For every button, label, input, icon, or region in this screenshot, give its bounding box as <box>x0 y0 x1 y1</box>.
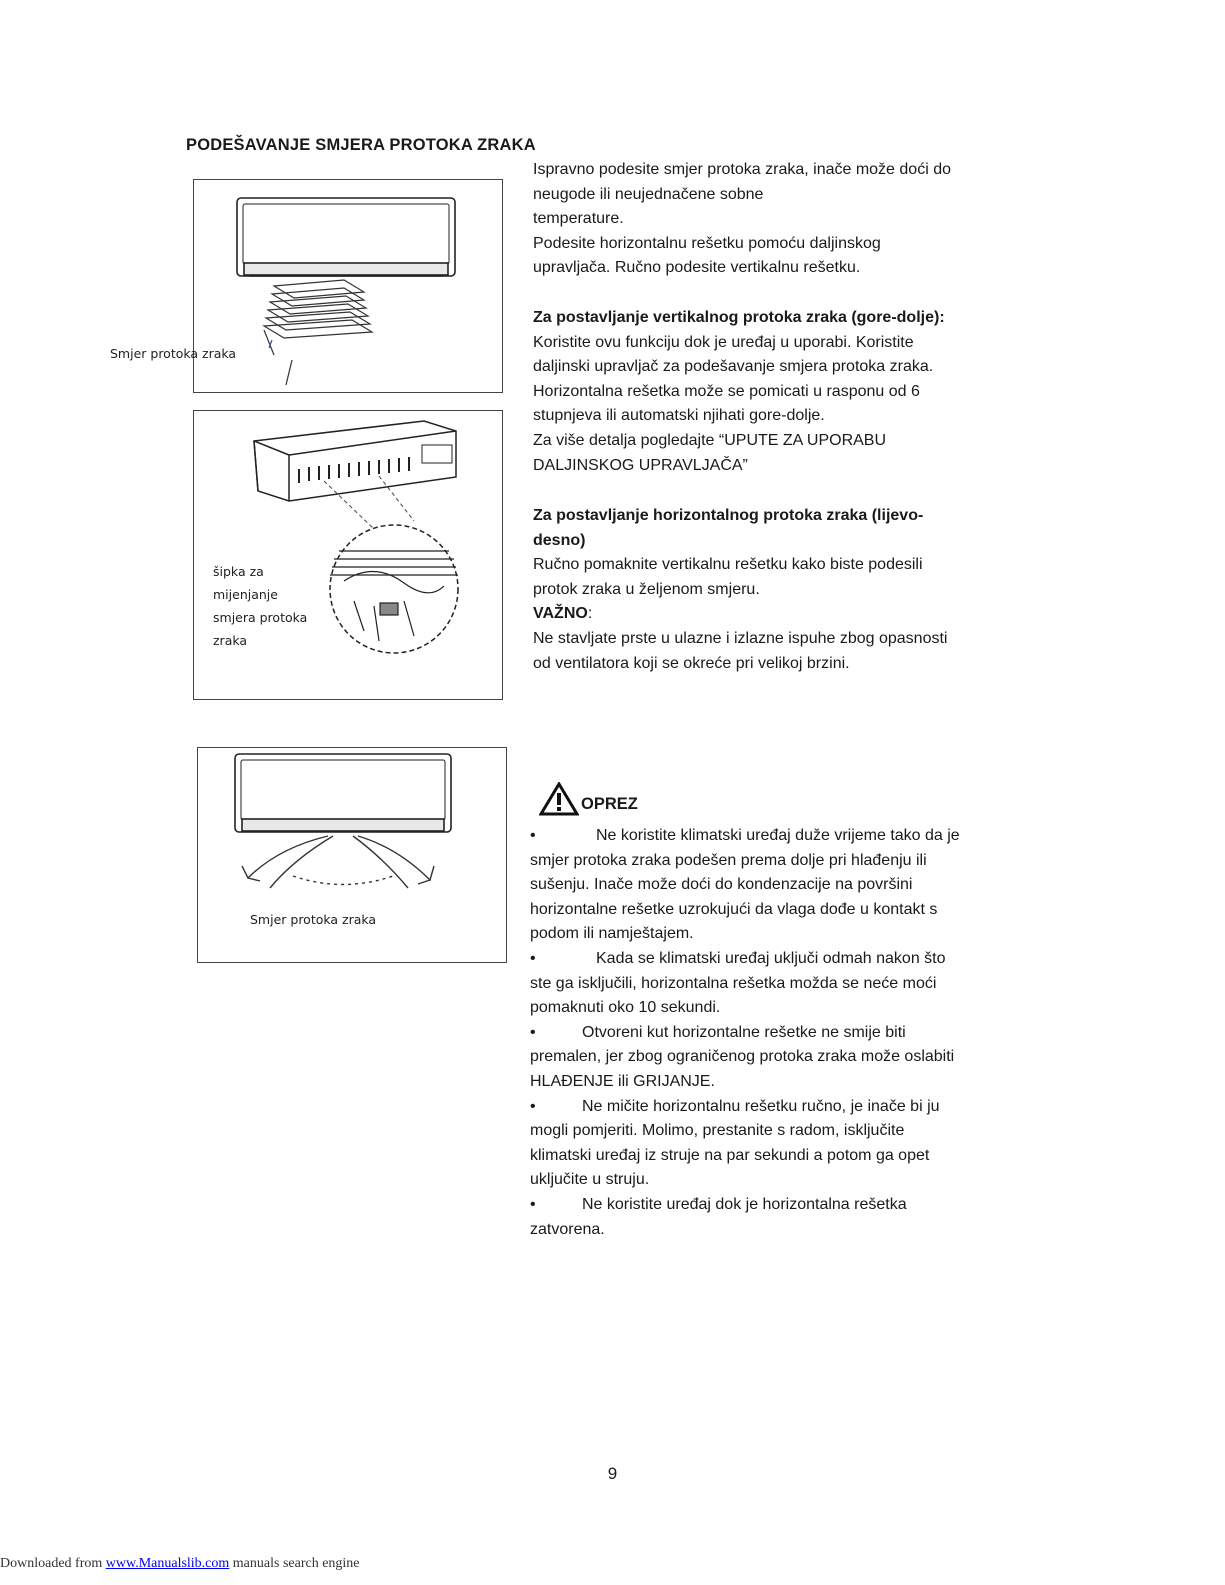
fig2-caption-line: mijenjanje <box>213 587 278 602</box>
bullet-dot: • <box>530 1195 536 1213</box>
intro-line: temperature. <box>533 210 624 228</box>
download-footer <box>0 1556 360 1572</box>
vertical-line: DALJINSKOG UPRAVLJAČA” <box>533 456 748 474</box>
page-heading: PODEŠAVANJE SMJERA PROTOKA ZRAKA <box>186 136 536 154</box>
caution-bullet: • Ne koristite klimatski uređaj duže vrijeme tako da je <box>530 824 1040 849</box>
bullet-dot: • <box>530 827 536 844</box>
footer-suffix: manuals search engine <box>229 1556 360 1571</box>
manualslib-link[interactable]: www.Manualslib.com <box>105 1556 230 1571</box>
fig2-caption <box>213 560 307 652</box>
caution-header <box>539 782 638 816</box>
important-note: VAŽNO: <box>533 605 593 623</box>
important-line: Ne stavljate prste u ulazne i izlazne ispuhe zbog opasnosti <box>533 629 948 647</box>
footer-prefix: Downloaded from <box>0 1556 106 1571</box>
vertical-airflow-title: Za postavljanje vertikalnog protoka zraka (gore-dolje): <box>533 309 945 326</box>
bullet-dot: • <box>530 949 536 967</box>
bullet-dot: • <box>530 1097 536 1115</box>
vertical-line: daljinski upravljač za podešavanje smjera protoka zraka. <box>533 358 934 376</box>
fig3-caption: Smjer protoka zraka <box>250 912 377 927</box>
important-line: od ventilatora koji se okreće pri velikoj brzini. <box>533 654 850 672</box>
louver-detail-illustration <box>194 411 502 699</box>
horizontal-line: protok zraka u željenom smjeru. <box>533 580 760 598</box>
horizontal-airflow-title-cont: desno) <box>533 531 586 549</box>
bullet-dot: • <box>530 1023 536 1041</box>
caution-bullet: • Kada se klimatski uređaj uključi odmah nakon što <box>530 947 1040 972</box>
horizontal-airflow-section <box>533 504 1033 676</box>
important-label: VAŽNO <box>533 605 588 623</box>
page-number: 9 <box>607 1464 618 1483</box>
ac-unit-louver-illustration <box>194 180 502 392</box>
caution-list: • Ne koristite klimatski uređaj duže vrijeme tako da je smjer protoka zraka podešen prema dolje pri hlađenju ili sušenju. Inače može doći do kondenzacije na površini horizontalne rešetke uzrokujući da vlaga dođe u kontakt s podom ili namještajem. • Kada se klimatski uređaj uključi odmah nakon što ste ga isključili, horizontalna rešetka možda se neće moći pomaknuti oko 10 sekundi. • Otvoreni kut horizontalne rešetke ne smije biti premalen, jer zbog ograničenog protoka zraka može oslabiti HLAĐENJE ili GRIJANJE. • Ne mičite horizontalnu rešetku ručno, je inače bi ju mogli pomjeriti. Molimo, prestanite s radom, isključite klimatski uređaj iz struje na par sekundi a potom ga opet uključite u struju. • Ne koristite uređaj dok je horizontalna rešetka zatvorena. <box>530 824 1040 1242</box>
fig2-caption-line: smjera protoka <box>213 610 308 625</box>
figure-horizontal-airflow <box>193 410 503 700</box>
vertical-line: Koristite ovu funkciju dok je uređaj u uporabi. Koristite <box>533 333 914 351</box>
caution-title: OPREZ <box>581 795 638 813</box>
fig2-caption-line: zraka <box>213 633 248 648</box>
warning-triangle-icon <box>539 782 579 816</box>
intro-line: upravljača. Ručno podesite vertikalnu rešetku. <box>533 259 861 277</box>
vertical-line: Za više detalja pogledajte “UPUTE ZA UPORABU <box>533 431 887 449</box>
intro-line: Ispravno podesite smjer protoka zraka, inače može doći do <box>533 161 951 178</box>
horizontal-line: Ručno pomaknite vertikalnu rešetku kako biste podesili <box>533 556 923 574</box>
intro-line: Podesite horizontalnu rešetku pomoću daljinskog <box>533 234 881 252</box>
vertical-line: Horizontalna rešetka može se pomicati u rasponu od 6 <box>533 382 920 400</box>
intro-line: neugode ili neujednačene sobne <box>533 185 764 203</box>
intro-text <box>533 158 1033 281</box>
figure-vertical-airflow <box>193 179 503 393</box>
fig1-caption: Smjer protoka zraka <box>110 346 237 361</box>
caution-bullet: • Otvoreni kut horizontalne rešetke ne smije biti <box>530 1021 1040 1046</box>
caution-bullet: • Ne mičite horizontalnu rešetku ručno, je inače bi ju <box>530 1095 1040 1120</box>
fig2-caption-line: šipka za <box>213 564 264 579</box>
horizontal-airflow-title: Za postavljanje horizontalnog protoka zraka (lijevo- <box>533 507 924 524</box>
caution-bullet: • Ne koristite uređaj dok je horizontalna rešetka <box>530 1193 1040 1218</box>
vertical-line: stupnjeva ili automatski njihati gore-dolje. <box>533 407 825 425</box>
vertical-airflow-section <box>533 306 1033 478</box>
